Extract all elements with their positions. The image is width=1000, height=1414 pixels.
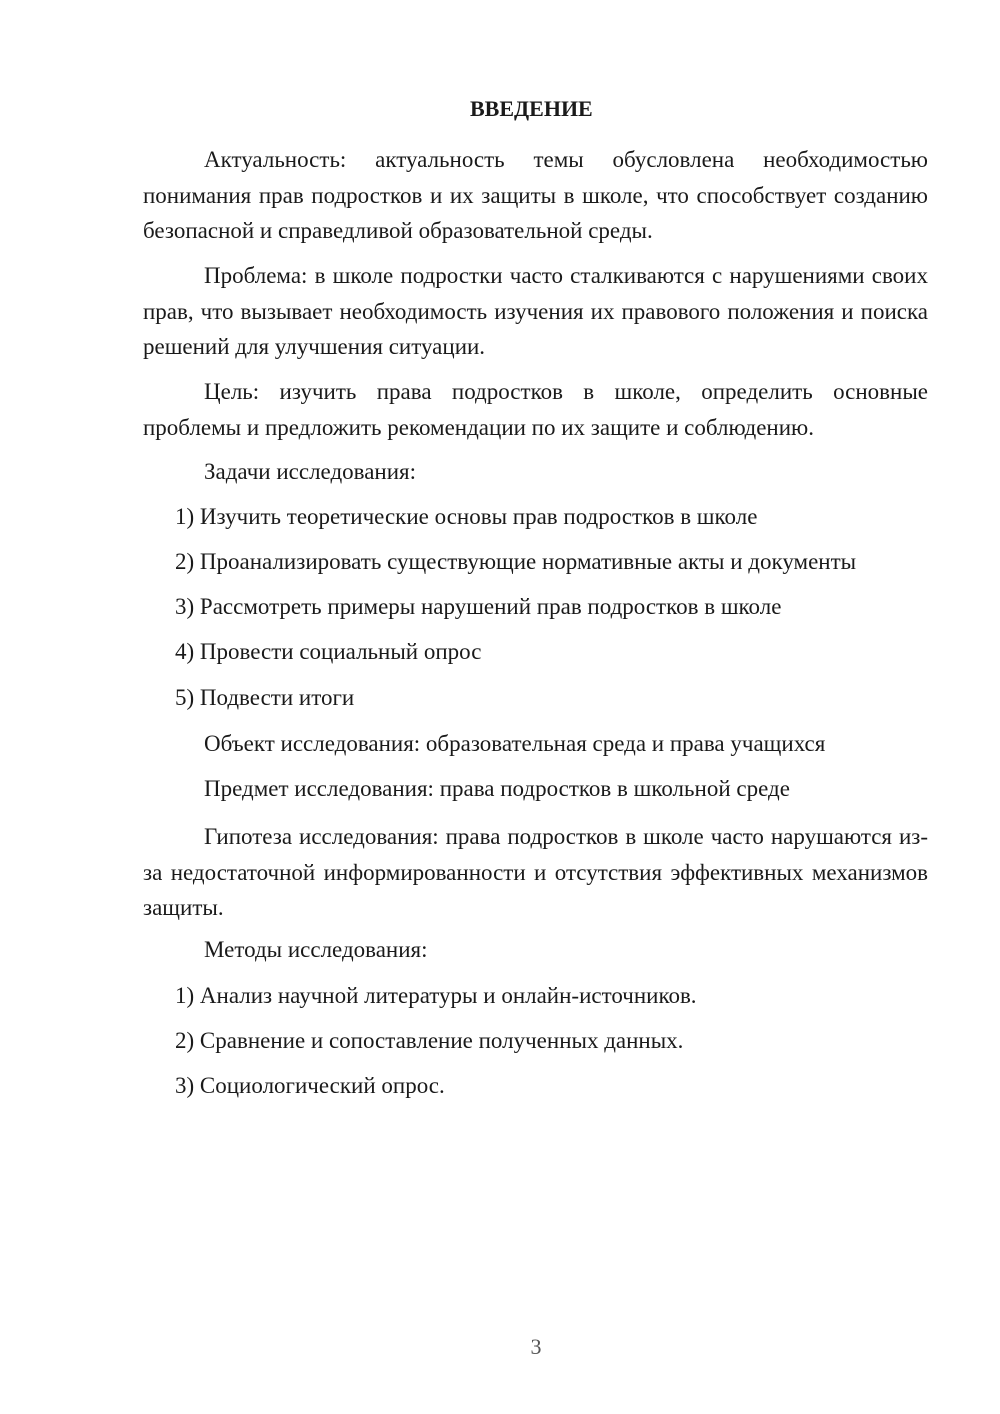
hypothesis-text: Гипотеза исследования: права подростков в школе часто нарушаются из-за недостаточной информированности и отсутствия эффективных механизмов защиты. bbox=[143, 824, 928, 920]
relevance-text: Актуальность: актуальность темы обусловлена необходимостью понимания прав подростков и их защиты в школе, что способствует созданию безопасной и справедливой образовательной среды. bbox=[143, 147, 928, 243]
goal-text: Цель: изучить права подростков в школе, определить основные проблемы и предложить рекомендации по их защите и соблюдению. bbox=[143, 379, 928, 440]
problem-text: Проблема: в школе подростки часто сталкиваются с нарушениями своих прав, что вызывает необходимость изучения их правового положения и поиска решений для улучшения ситуации. bbox=[143, 263, 928, 359]
task-item: 5) Подвести итоги bbox=[175, 685, 355, 710]
problem-paragraph bbox=[143, 258, 928, 365]
task-item: 4) Провести социальный опрос bbox=[175, 639, 482, 664]
task-item: 3) Рассмотреть примеры нарушений прав подростков в школе bbox=[175, 594, 782, 619]
task-item: 2) Проанализировать существующие нормативные акты и документы bbox=[175, 549, 857, 574]
method-item: 2) Сравнение и сопоставление полученных данных. bbox=[175, 1028, 684, 1053]
object-line: Объект исследования: образовательная среда и права учащихся bbox=[204, 731, 826, 756]
method-item: 1) Анализ научной литературы и онлайн-источников. bbox=[175, 983, 697, 1008]
hypothesis-paragraph bbox=[143, 819, 928, 926]
goal-paragraph bbox=[143, 374, 928, 445]
tasks-heading: Задачи исследования: bbox=[204, 459, 417, 484]
methods-heading: Методы исследования: bbox=[204, 937, 428, 962]
subject-line: Предмет исследования: права подростков в школьной среде bbox=[204, 776, 790, 801]
task-item: 1) Изучить теоретические основы прав подростков в школе bbox=[175, 504, 758, 529]
document-heading: ВВЕДЕНИЕ bbox=[470, 96, 593, 121]
relevance-paragraph bbox=[143, 142, 928, 249]
method-item: 3) Социологический опрос. bbox=[175, 1073, 445, 1098]
page-number: 3 bbox=[530, 1334, 542, 1359]
